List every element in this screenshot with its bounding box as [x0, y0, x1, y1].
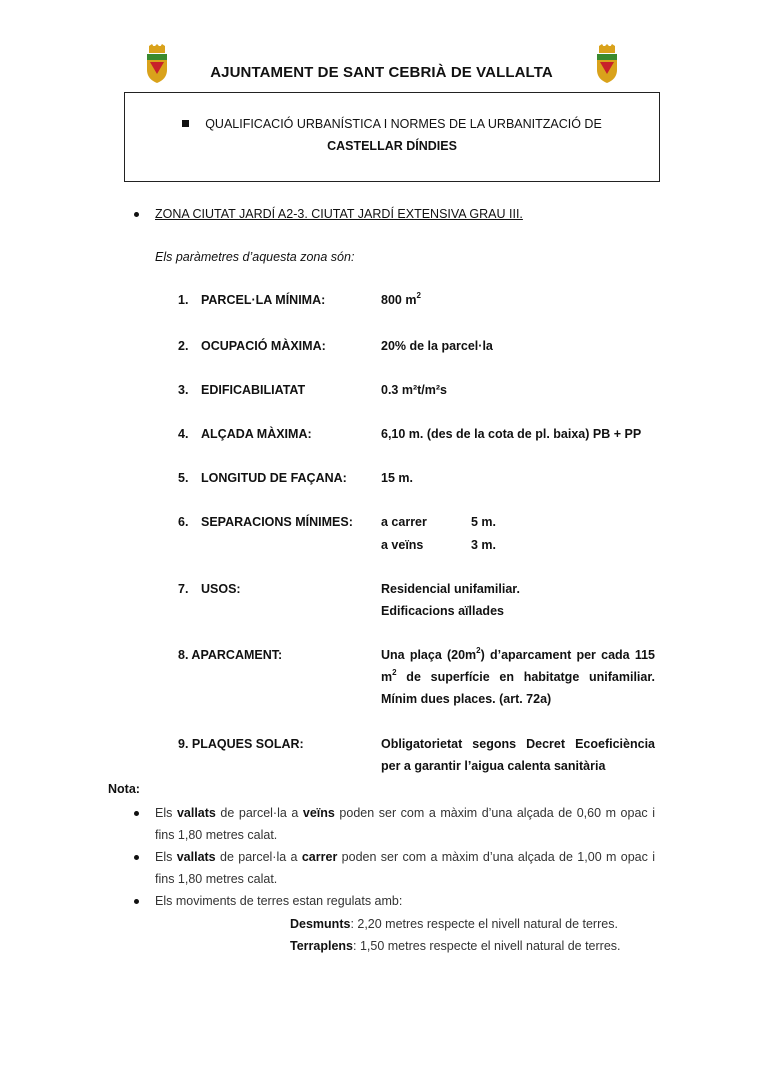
- zone-intro: Els paràmetres d’aquesta zona són:: [155, 250, 355, 264]
- bullet-icon: [134, 811, 139, 816]
- box-subheading: CASTELLAR DÍNDIES: [327, 139, 457, 153]
- param-value: 6,10 m. (des de la cota de pl. baixa) PB + PP: [381, 427, 642, 441]
- box-heading: QUALIFICACIÓ URBANÍSTICA I NORMES DE LA URBANITZACIÓ DE: [125, 117, 659, 131]
- bullet-icon: [134, 899, 139, 904]
- setback-street-value: 5 m.: [471, 515, 497, 529]
- param-number: 3.: [178, 383, 189, 397]
- page-title: AJUNTAMENT DE SANT CEBRIÀ DE VALLALTA: [210, 64, 553, 81]
- param-number: 6.: [178, 515, 189, 529]
- param-value: Obligatorietat segons Decret Ecoeficiència per a garantir l’aigua calenta sanitària: [381, 737, 655, 773]
- param-value: Una plaça $(20m^2)$ d’aparcament per cada 115 $m^2$ de superfície en habitatge unifamiliar. Mínim dues places. (art. 72a): [381, 646, 655, 706]
- param-number: 7.: [178, 582, 189, 596]
- param-number: 4.: [178, 427, 189, 441]
- param-label: 9. PLAQUES SOLAR:: [178, 737, 304, 751]
- zone-title: ZONA CIUTAT JARDÍ A2-3. CIUTAT JARDÍ EXTENSIVA GRAU III.: [155, 207, 523, 221]
- param-label: 8. APARCAMENT:: [178, 648, 283, 662]
- setback-neighbors-value: 3 m.: [471, 538, 497, 552]
- param-value: 15 m.: [381, 471, 413, 485]
- param-number: 2.: [178, 339, 189, 353]
- param-value: 0.3 m²t/m²s: [381, 383, 447, 397]
- param-value: Edificacions aïllades: [381, 604, 504, 618]
- setback-neighbors-label: a veïns: [381, 538, 424, 552]
- param-value: 800 $m^2$: [381, 291, 421, 307]
- earthworks-fill-rule: Terraplens: 1,50 metres respecte el nivell natural de terres.: [290, 939, 621, 953]
- param-label: LONGITUD DE FAÇANA:: [201, 471, 347, 485]
- param-label: EDIFICABILIATAT: [201, 383, 306, 397]
- param-number: 5.: [178, 471, 189, 485]
- param-value: Residencial unifamiliar.: [381, 582, 520, 596]
- param-value: 20% de la parcel·la: [381, 339, 493, 353]
- param-number: 1.: [178, 293, 189, 307]
- note-heading: Nota:: [108, 782, 140, 796]
- param-label: PARCEL·LA MÍNIMA:: [201, 293, 326, 307]
- bullet-icon: [134, 212, 139, 217]
- title-box: [124, 92, 660, 182]
- note-item: Els moviments de terres estan regulats amb:: [155, 894, 403, 908]
- note-item: Els vallats de parcel·la a carrer poden ser com a màxim d’una alçada de 1,00 m opac i fins 1,80 metres calat.: [155, 850, 655, 886]
- bullet-icon: [134, 855, 139, 860]
- note-item: Els vallats de parcel·la a veïns poden ser com a màxim d’una alçada de 0,60 m opac i fins 1,80 metres calat.: [155, 806, 656, 842]
- param-label: SEPARACIONS MÍNIMES:: [201, 515, 353, 529]
- param-label: USOS:: [201, 582, 241, 596]
- setback-street-label: a carrer: [381, 515, 427, 529]
- square-bullet-icon: [182, 120, 189, 127]
- param-label: OCUPACIÓ MÀXIMA:: [201, 339, 326, 353]
- earthworks-cut-rule: Desmunts: 2,20 metres respecte el nivell natural de terres.: [290, 917, 618, 931]
- param-label: ALÇADA MÀXIMA:: [201, 427, 312, 441]
